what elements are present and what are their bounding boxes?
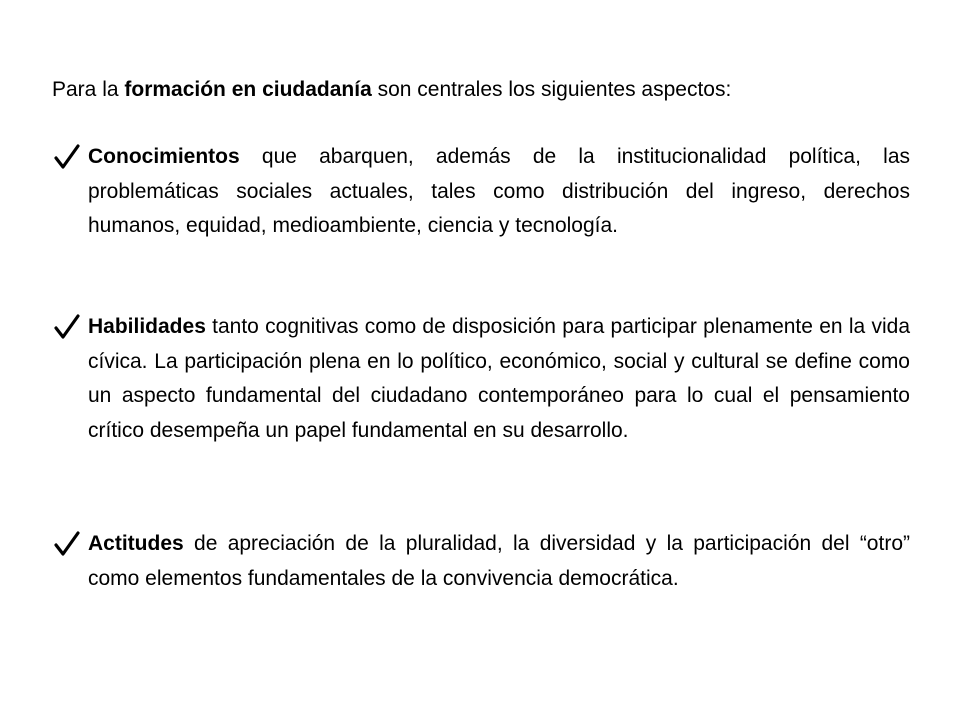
list-item-title: Habilidades: [88, 315, 206, 338]
list-item-body: tanto cognitivas como de disposición para participar plenamente en la vida cívica. La participación plena en lo político, económico, social y cultural se define como un aspecto fundamental del ciudadano contemporáneo para lo cual el pensamiento crítico desempeña un papel fundamental en su desarrollo.: [88, 315, 910, 442]
intro-paragraph: [52, 72, 912, 108]
list-item-title: Conocimientos: [88, 145, 240, 168]
checkmark-icon: [54, 312, 80, 342]
checkmark-icon: [54, 529, 80, 559]
list-item-conocimientos: [52, 140, 910, 244]
list-item-habilidades: [52, 310, 910, 448]
intro-suffix: son centrales los siguientes aspectos:: [371, 78, 732, 101]
list-item-title: Actitudes: [88, 532, 184, 555]
list-item-actitudes: [52, 527, 910, 596]
list-item-body: de apreciación de la pluralidad, la diversidad y la participación del “otro” como elementos fundamentales de la convivencia democrática.: [88, 532, 910, 590]
list-item-text: [88, 310, 910, 448]
list-item-body: que abarquen, además de la institucionalidad política, las problemáticas sociales actuales, tales como distribución del ingreso, derechos humanos, equidad, medioambiente, ciencia y tecnología.: [88, 145, 910, 237]
checkmark-icon: [54, 142, 80, 172]
intro-emphasis: formación en ciudadanía: [124, 78, 372, 101]
list-item-text: [88, 140, 910, 244]
intro-prefix: Para la: [52, 78, 125, 101]
list-item-text: [88, 527, 910, 596]
